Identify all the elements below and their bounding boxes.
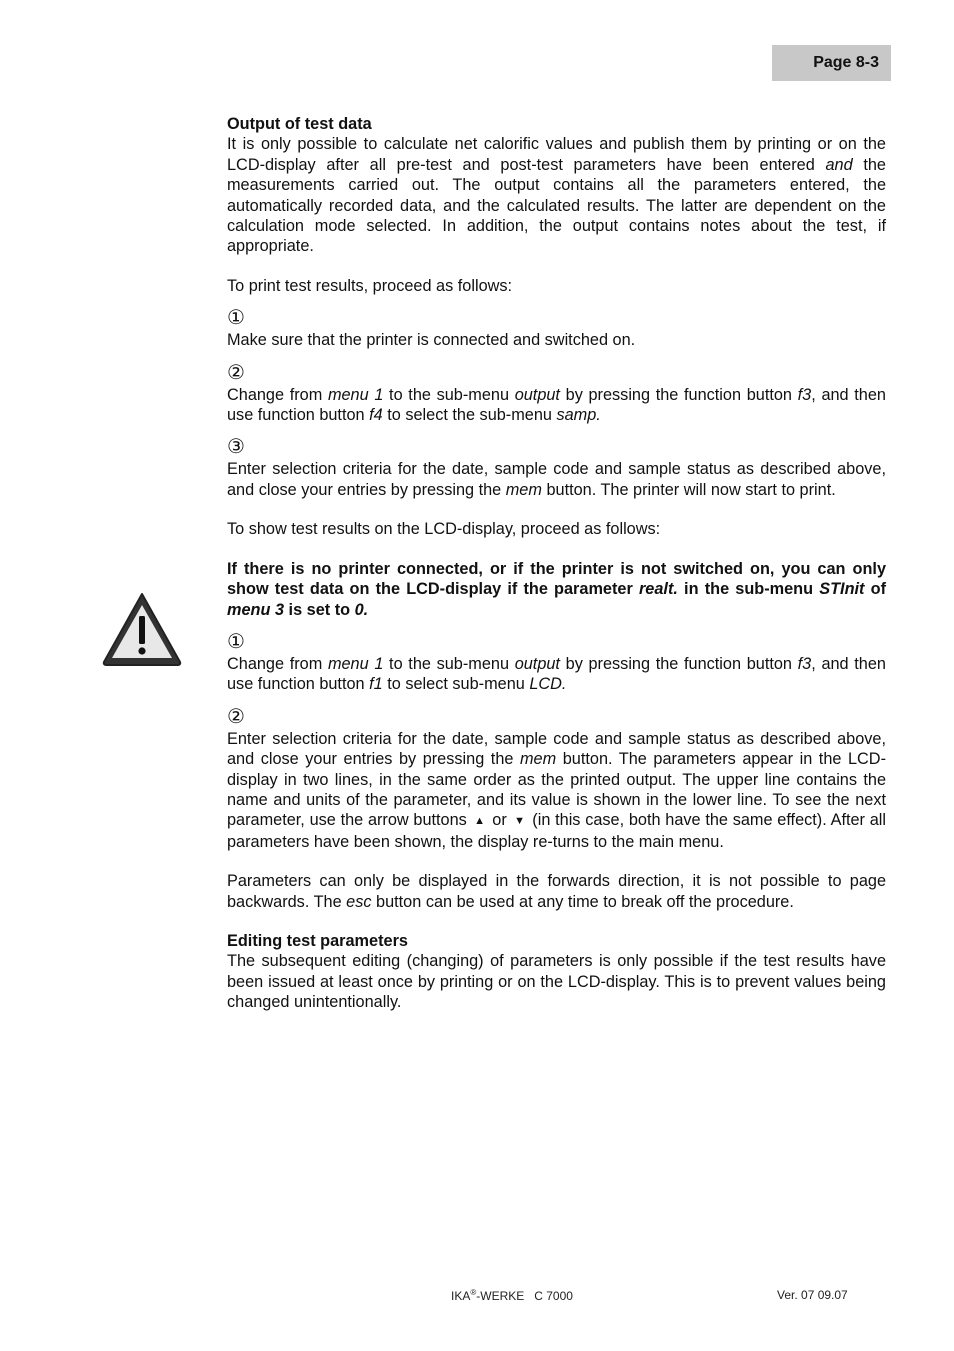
lcd-step-2-number: ② — [227, 705, 245, 728]
document-body — [227, 114, 886, 1013]
lcd-step-1-text: Change from menu 1 to the sub-menu output by pressing the function button f3, and then use function button f1 to select sub-menu LCD. — [227, 654, 886, 694]
output-heading: Output of test data — [227, 115, 372, 133]
print-intro: To print test results, proceed as follows: — [227, 276, 513, 295]
arrow-down-icon: ▼ — [514, 815, 525, 828]
print-step-1-number: ① — [227, 307, 245, 330]
editing-text: The subsequent editing (changing) of parameters is only possible if the test results have been issued at least once by printing or on the LCD-display. This is to prevent values being changed unintentionally. — [227, 952, 886, 1012]
footer-version: Ver. 07 09.07 — [777, 1288, 848, 1302]
page-number: Page 8-3 — [813, 54, 879, 71]
lcd-step-2-text: Enter selection criteria for the date, sample code and sample status as described above, and close your entries by pressing the mem button. The parameters appear in the LCD-display in two lines, in the same order as the printed output. The upper line contains the name and units of the parameter, and its value is shown in the lower line. To see the next parameter, use the arrow buttons ▲ or ▼ (in this case, both have the same effect). After all parameters have been shown, the display re-turns to the main menu. — [227, 729, 887, 851]
print-step-1-text: Make sure that the printer is connected and switched on. — [227, 331, 636, 350]
warning-text: If there is no printer connected, or if the printer is not switched on, you can only show test data on the LCD-display if the parameter realt. in the sub-menu STInit of menu 3 is set to 0. — [227, 559, 887, 619]
lcd-intro: To show test results on the LCD-display, proceed as follows: — [227, 520, 661, 539]
arrow-up-icon: ▲ — [474, 815, 485, 828]
backwards-note: Parameters can only be displayed in the forwards direction, it is not possible to page backwards. The esc button can be used at any time to break off the procedure. — [227, 872, 886, 911]
footer-brand: IKA®-WERKE C 7000 — [451, 1288, 573, 1303]
print-step-2-number: ② — [227, 361, 245, 384]
warning-triangle-icon — [100, 590, 184, 668]
output-intro: It is only possible to calculate net calorific values and publish them by printing or on the LCD-display after all pre-test and post-test parameters have been entered and the measurements carried out. The output contains all the parameters entered, the automatically recorded data, and the calculated results. The latter are dependent on the calculation mode selected. In addition, the output contains notes about the test, if appropriate. — [227, 135, 886, 256]
page-number-badge — [772, 45, 891, 81]
editing-heading: Editing test parameters — [227, 931, 408, 950]
lcd-step-1-number: ① — [227, 630, 245, 653]
print-step-2-text: Change from menu 1 to the sub-menu output by pressing the function button f3, and then use function button f4 to select the sub-menu samp. — [227, 385, 886, 425]
print-step-3-number: ③ — [227, 436, 245, 459]
print-step-3-text: Enter selection criteria for the date, sample code and sample status as described above, and close your entries by pressing the mem button. The printer will now start to print. — [227, 460, 886, 499]
